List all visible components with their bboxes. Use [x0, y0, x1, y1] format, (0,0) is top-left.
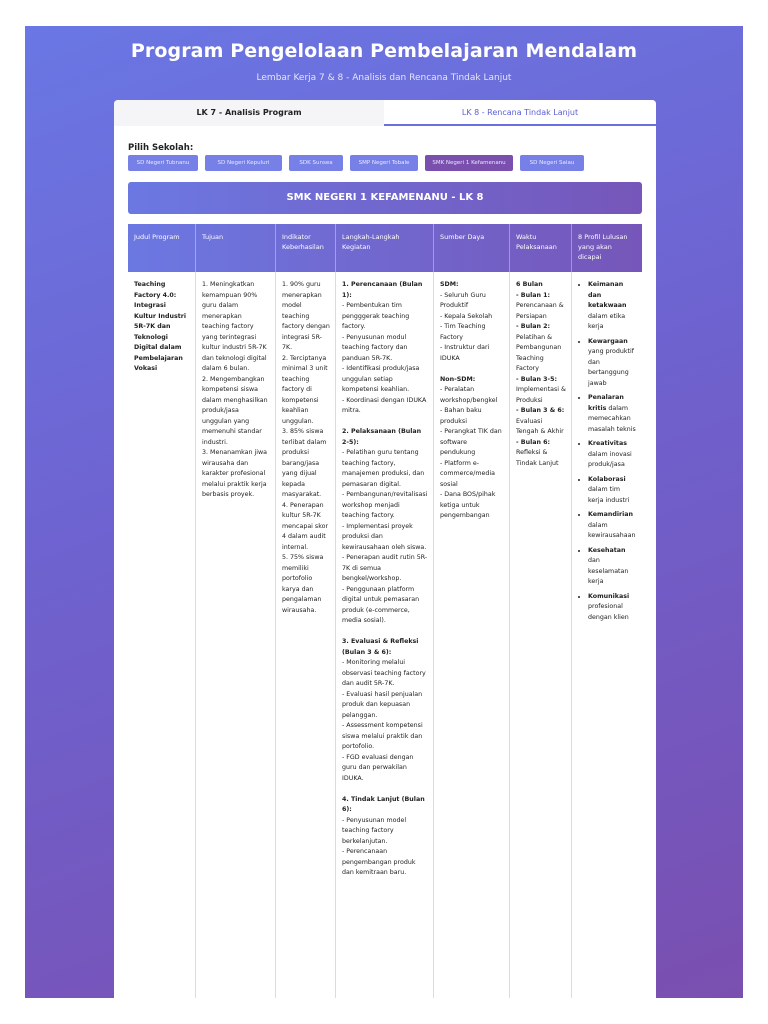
- page-subtitle: Lembar Kerja 7 & 8 - Analisis dan Rencana Tindak Lanjut: [256, 73, 512, 83]
- tujuan-item: 2. Mengembangkan kompetensi siswa dalam menghasilkan produk/jasa unggulan yang memenuhi standar industri.: [202, 375, 268, 446]
- langkah-heading: 1. Perencanaan (Bulan 1):: [342, 281, 423, 299]
- sdm-label: SDM:: [440, 281, 459, 288]
- langkah-item: - Perencanaan pengembangan produk dan kemitraan baru.: [342, 848, 416, 876]
- langkah-heading: 2. Pelaksanaan (Bulan 2-5):: [342, 428, 422, 446]
- profil-desc: yang produktif dan bertanggung jawab: [588, 348, 634, 387]
- profil-name: Kolaborasi: [588, 475, 626, 483]
- langkah-item: - Evaluasi hasil penjualan produk dan kepuasan pelanggan.: [342, 690, 423, 719]
- indikator-item: 1. 90% guru menerapkan model teaching factory dengan integrasi 5R-7K.: [282, 281, 330, 351]
- langkah-item: - Pelatihan guru tentang teaching factory, manajemen produksi, dan pemasaran digital.: [342, 449, 425, 488]
- waktu-label: - Bulan 3 & 6:: [516, 407, 565, 414]
- nonsdm-item: - Peralatan workshop/bengkel: [440, 386, 498, 404]
- main-card: [114, 100, 656, 998]
- cell-sumber: [433, 272, 509, 998]
- profil-item: [588, 510, 637, 542]
- nonsdm-item: - Bahan baku produksi: [440, 407, 482, 425]
- tab-bar: [114, 100, 656, 126]
- nonsdm-item: - Platform e-commerce/media sosial: [440, 459, 495, 488]
- waktu-label: - Bulan 1:: [516, 291, 551, 299]
- profil-list: [578, 280, 637, 623]
- cell-waktu: [509, 272, 571, 998]
- cell-judul: [128, 272, 195, 998]
- langkah-item: - Pembangunan/revitalisasi workshop menjadi teaching factory.: [342, 491, 428, 519]
- profil-item: [588, 439, 637, 471]
- profil-desc: dan keselamatan kerja: [588, 557, 629, 585]
- langkah-heading: 4. Tindak Lanjut (Bulan 6):: [342, 795, 425, 813]
- sdm-item: - Tim Teaching Factory: [440, 323, 486, 341]
- header-tujuan: Tujuan: [195, 224, 275, 272]
- langkah-item: - Koordinasi dengan IDUKA mitra.: [342, 396, 427, 414]
- waktu-label: - Bulan 3-5:: [516, 375, 558, 383]
- profil-desc: dalam inovasi produk/jasa: [588, 450, 632, 468]
- waktu-text: Refleksi & Tindak Lanjut: [516, 449, 559, 467]
- waktu-label: - Bulan 2:: [516, 323, 551, 330]
- waktu-text: Implementasi & Produksi: [516, 386, 566, 404]
- profil-item: [588, 280, 637, 333]
- tab-lk8[interactable]: LK 8 - Rencana Tindak Lanjut: [384, 100, 656, 126]
- profil-name: Kemandirian: [588, 511, 633, 518]
- langkah-item: - Penyusunan modul teaching factory dan panduan 5R-7K.: [342, 333, 408, 362]
- indikator-item: 2. Terciptanya minimal 3 unit teaching factory di kompetensi keahlian unggulan.: [282, 354, 328, 425]
- nonsdm-item: - Perangkat TIK dan software pendukung: [440, 428, 502, 456]
- profil-desc: profesional dengan klien: [588, 603, 629, 621]
- waktu-text: Evaluasi Tengah & Akhir: [516, 417, 564, 435]
- langkah-item: - Penyusunan model teaching factory berkelanjutan.: [342, 816, 407, 845]
- langkah-item: - Assessment kompetensi siswa melalui praktik dan portofolio.: [342, 722, 423, 750]
- header-waktu: Waktu Pelaksanaan: [509, 224, 571, 272]
- header-langkah: Langkah-Langkah Kegiatan: [335, 224, 433, 272]
- indikator-item: 3. 85% siswa terlibat dalam produksi barang/jasa yang dijual kepada masyarakat.: [282, 428, 327, 498]
- waktu-text: Pelatihan & Pembangunan Teaching Factory: [516, 333, 562, 372]
- nonsdm-label: Non-SDM:: [440, 375, 476, 383]
- school-chip-sd-tubnanu[interactable]: SD Negeri Tubnanu: [128, 155, 198, 171]
- page-background: [25, 26, 743, 998]
- program-title: Teaching Factory 4.0: Integrasi Kultur Industri 5R-7K dan Teknologi Digital dalam Pembelajaran Vokasi: [134, 281, 187, 372]
- header-judul: Judul Program: [134, 233, 180, 241]
- langkah-item: - Pembentukan tim pengggerak teaching factory.: [342, 302, 410, 330]
- langkah-item: - Penerapan audit rutin 5R-7K di semua bengkel/workshop.: [342, 554, 428, 582]
- profil-item: [588, 546, 637, 588]
- school-chip-smp-tobale[interactable]: SMP Negeri Tobale: [350, 155, 418, 171]
- school-picker-label: Pilih Sekolah:: [128, 143, 194, 153]
- profil-name: Kewargaan: [588, 337, 628, 345]
- school-chip-sd-saiau[interactable]: SD Negeri Saiau: [520, 155, 584, 171]
- cell-langkah: [335, 272, 433, 998]
- school-chip-smk-kefamenanu[interactable]: SMK Negeri 1 Kefamenanu: [425, 155, 513, 171]
- profil-desc: dalam memecahkan masalah teknis: [588, 404, 636, 433]
- header-sumber: Sumber Daya: [433, 224, 509, 272]
- langkah-item: - FGD evaluasi dengan guru dan perwakilan IDUKA.: [342, 753, 414, 782]
- table-row: [128, 272, 642, 998]
- profil-item: [588, 337, 637, 390]
- tab-lk7[interactable]: LK 7 - Analisis Program: [114, 100, 384, 126]
- langkah-item: - Penggunaan platform digital untuk pemasaran produk (e-commerce, media sosial).: [342, 585, 420, 624]
- profil-name: Kesehatan: [588, 546, 626, 554]
- sdm-item: - Instruktur dari IDUKA: [440, 344, 490, 362]
- waktu-text: Perencanaan & Persiapan: [516, 302, 564, 320]
- table-header: [128, 224, 642, 272]
- header-profil: 8 Profil Lulusan yang akan dicapai: [571, 224, 642, 272]
- indikator-item: 5. 75% siswa memiliki portofolio karya dan pengalaman wirausaha.: [282, 554, 324, 614]
- cell-tujuan: [195, 272, 275, 998]
- cell-profil: [571, 272, 642, 998]
- nonsdm-item: - Dana BOS/pihak ketiga untuk pengembangan: [440, 491, 496, 519]
- profil-desc: dalam tim kerja industri: [588, 486, 630, 504]
- page-title: Program Pengelolaan Pembelajaran Mendalam: [130, 40, 638, 62]
- profil-item: [588, 393, 637, 435]
- profil-item: [588, 475, 637, 507]
- langkah-item: - Monitoring melalui observasi teaching factory dan audit 5R-7K.: [342, 659, 426, 687]
- profil-name: Penalaran kritis: [588, 394, 624, 412]
- profil-name: Kreativitas: [588, 440, 627, 447]
- langkah-item: - Implementasi proyek produksi dan kewirausahaan oleh siswa.: [342, 522, 427, 551]
- waktu-total: 6 Bulan: [516, 281, 543, 288]
- profil-name: Keimanan dan ketakwaan: [588, 281, 627, 309]
- profil-desc: dalam etika kerja: [588, 312, 626, 330]
- tujuan-item: 3. Menanamkan jiwa wirausaha dan karakter profesional melalui praktik kerja berbasis proyek.: [202, 449, 268, 498]
- tujuan-item: 1. Meningkatkan kemampuan 90% guru dalam menerapkan teaching factory yang terintegrasi kultur industri 5R-7K dan teknologi digital dalam 6 bulan.: [202, 281, 267, 372]
- profil-name: Komunikasi: [588, 592, 630, 600]
- school-chip-sd-kepuluri[interactable]: SD Negeri Kepuluri: [205, 155, 282, 171]
- profil-item: [588, 592, 637, 624]
- header-indikator: Indikator Keberhasilan: [275, 224, 335, 272]
- profil-desc: dalam kewirausahaan: [588, 521, 636, 539]
- cell-indikator: [275, 272, 335, 998]
- langkah-heading: 3. Evaluasi & Refleksi (Bulan 3 & 6):: [342, 638, 419, 656]
- sdm-item: - Kepala Sekolah: [440, 312, 493, 320]
- sdm-item: - Seluruh Guru Produktif: [440, 291, 486, 309]
- school-chip-sdk-sunsea[interactable]: SDK Sunsea: [289, 155, 343, 171]
- langkah-item: - Identifikasi produk/jasa unggulan setiap kompetensi keahlian.: [342, 365, 420, 393]
- indikator-item: 4. Penerapan kultur 5R-7K mencapai skor 4 dalam audit internal.: [282, 501, 329, 551]
- school-banner: SMK NEGERI 1 KEFAMENANU - LK 8: [128, 182, 642, 214]
- waktu-label: - Bulan 6:: [516, 438, 551, 446]
